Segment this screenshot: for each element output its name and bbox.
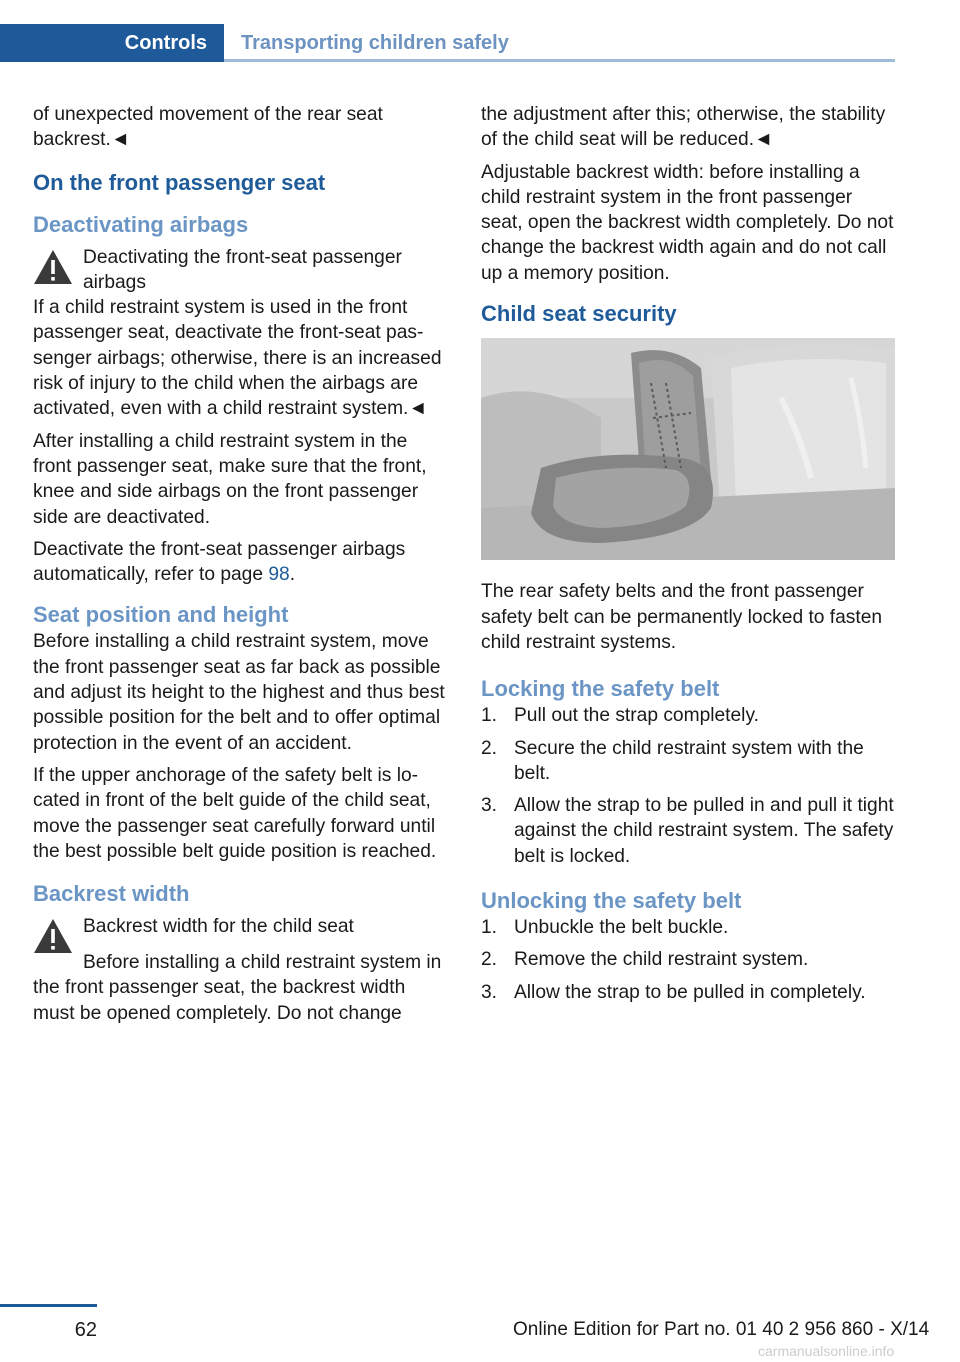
list-number: 3. — [481, 981, 498, 1003]
page-number: 62 — [74, 1319, 97, 1341]
paragraph-upper-anchorage: If the upper anchorage of the safety belt is located in front of the belt guide of the child seat, move the passenger seat carefully forward until the best possible belt guide position is reached. — [33, 764, 437, 862]
heading-backrest-width: Backrest width — [33, 881, 190, 907]
paragraph-airbag-risk: If a child restraint system is used in the front passenger seat, deactivate the front-seat passenger airbags; otherwise, there is an increased risk of injury to the child when the airbags are activated, even with a child restraint system.◄ — [33, 297, 442, 420]
list-item — [481, 980, 895, 1005]
paragraph-intro: of unexpected movement of the rear seat backrest.◄ — [33, 104, 383, 151]
warning-icon — [33, 249, 73, 285]
unlocking-steps-list — [481, 915, 895, 1005]
list-number: 3. — [481, 795, 498, 817]
list-number: 2. — [481, 949, 498, 971]
paragraph-deactivate-text: Deactivate the front-seat passenger airbags automatically, refer to page — [33, 538, 406, 586]
warning-title-airbags: Deactivating the front-seat passenger airbags — [83, 246, 402, 293]
footer-rule — [0, 1304, 97, 1307]
paragraph-deactivate-end: . — [289, 564, 296, 586]
heading-seat-position: Seat position and height — [33, 602, 289, 628]
list-number: 1. — [481, 705, 498, 727]
heading-front-passenger-seat: On the front passenger seat — [33, 169, 326, 195]
list-text: Unbuckle the belt buckle. — [514, 917, 729, 939]
section-title[interactable]: Transporting children safely — [241, 32, 509, 54]
list-text: Allow the strap to be pulled in completely. — [514, 981, 866, 1003]
warning-icon — [33, 918, 73, 954]
paragraph-deactivate-automatically — [33, 537, 448, 588]
header-rule — [224, 59, 895, 62]
child-seat-illustration — [481, 338, 895, 560]
warning-block-backrest — [33, 914, 448, 964]
warning-block-airbags — [33, 245, 448, 296]
heading-child-seat-security: Child seat security — [481, 301, 677, 327]
list-item — [481, 915, 895, 940]
paragraph-seat-position: Before installing a child restraint system, move the front passenger seat as far back as possible and adjust its height to the highest and thus best possible position for the belt and to offer optimal protection in the event of an accident. — [33, 631, 445, 754]
list-item — [481, 703, 895, 728]
watermark: carmanualsonline.info — [758, 1343, 895, 1359]
page-link-98[interactable]: 98 — [268, 564, 290, 586]
list-item — [481, 793, 895, 869]
paragraph-figure-caption: The rear safety belts and the front passenger safety belt can be permanently locked to fasten child restraint systems. — [481, 581, 883, 653]
list-text: Allow the strap to be pulled in and pull it tight against the child restraint system. The safety belt is locked. — [514, 795, 894, 867]
warning-text-backrest: Before installing a child restraint system in the front passenger seat, the backrest width must be opened completely. Do not change — [33, 952, 442, 1024]
list-item — [481, 736, 895, 787]
list-text: Pull out the strap completely. — [514, 705, 759, 727]
warning-title-backrest: Backrest width for the child seat — [83, 916, 354, 938]
page-header — [0, 24, 895, 62]
edition-note: Online Edition for Part no. 01 40 2 956 860 - X/14 — [513, 1319, 930, 1340]
paragraph-continuation: the adjustment after this; otherwise, the stability of the child seat will be reduced.◄ — [481, 104, 886, 151]
list-text: Remove the child restraint system. — [514, 949, 809, 971]
heading-locking-belt: Locking the safety belt — [481, 676, 720, 702]
paragraph-after-installing: After installing a child restraint system in the front passenger seat, make sure that the front, knee and side airbags on the front passenger side are deactivated. — [33, 430, 427, 528]
chapter-tab[interactable]: Controls — [0, 24, 224, 62]
heading-unlocking-belt: Unlocking the safety belt — [481, 888, 742, 914]
heading-deactivating-airbags: Deactivating airbags — [33, 211, 249, 237]
list-number: 1. — [481, 917, 498, 939]
list-number: 2. — [481, 737, 498, 759]
list-text: Secure the child restraint system with the belt. — [514, 737, 864, 784]
list-item — [481, 947, 895, 972]
left-column — [33, 102, 448, 1033]
paragraph-adjustable-backrest: Adjustable backrest width: before installing a child restraint system in the front passenger seat, open the backrest width completely. Do not change the backrest width again and do not call up a memory position. — [481, 161, 894, 284]
locking-steps-list — [481, 703, 895, 869]
right-column — [481, 102, 895, 1012]
